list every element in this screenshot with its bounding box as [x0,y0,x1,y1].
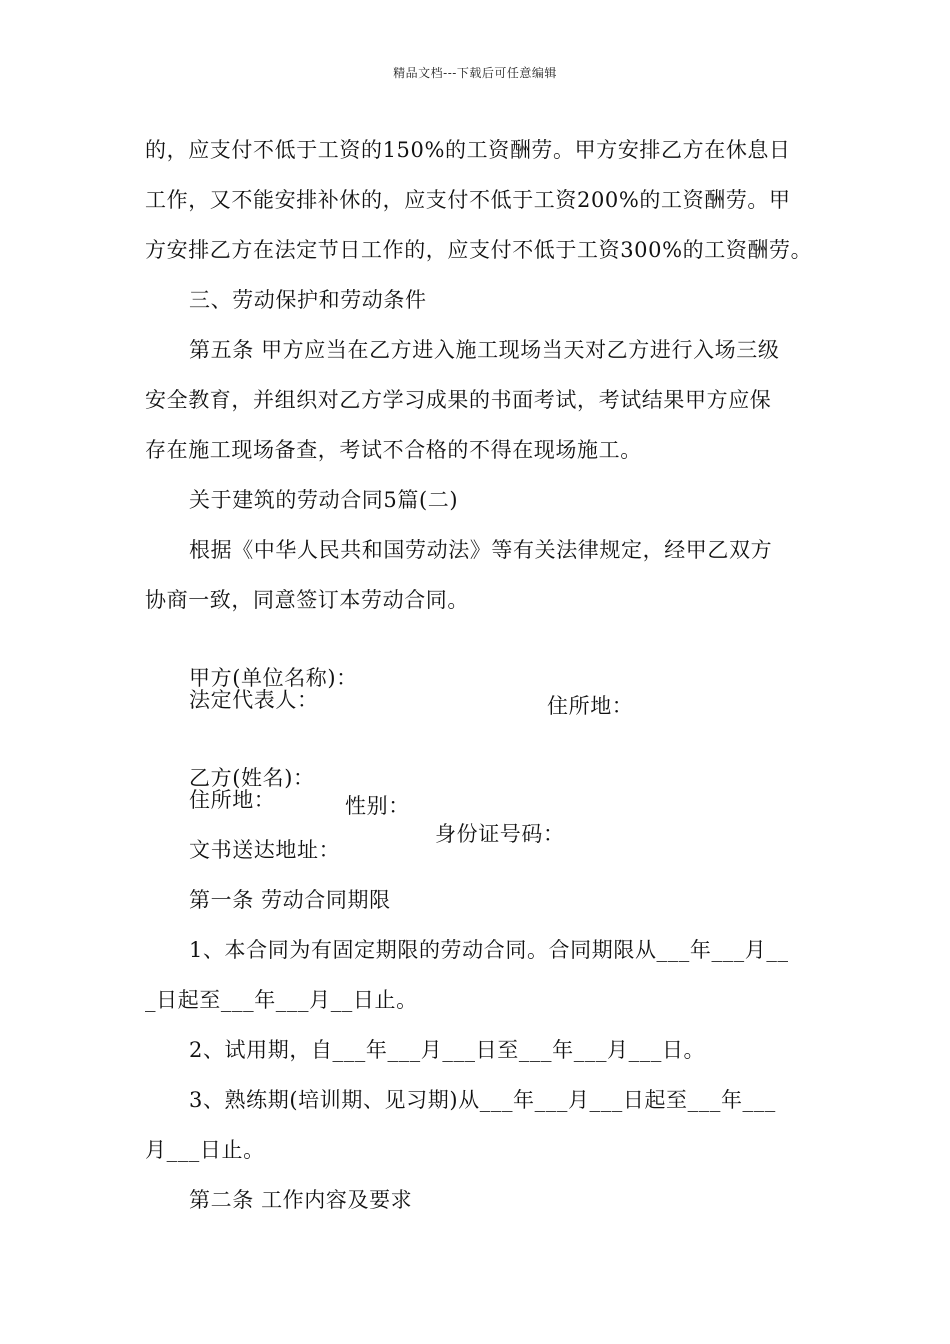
paragraph-line: 根据《中华人民共和国劳动法》等有关法律规定，经甲乙双方 [189,538,773,562]
gender-label: 性别： [345,794,410,818]
paragraph-line: 第五条 甲方应当在乙方进入施工现场当天对乙方进行入场三级 [189,338,780,362]
paragraph-line: 2、试用期，自___年___月___日至___年___月___日。 [189,1038,706,1062]
paragraph-line: 的，应支付不低于工资的150%的工资酬劳。甲方安排乙方在休息日 [145,138,791,162]
paragraph-line: 方安排乙方在法定节日工作的，应支付不低于工资300%的工资酬劳。 [145,238,813,262]
section-heading: 三、劳动保护和劳动条件 [189,288,427,312]
paragraph-line: 3、熟练期(培训期、见习期)从___年___月___日起至___年___ [189,1088,776,1112]
paragraph-line: 协商一致，同意签订本劳动合同。 [145,588,469,612]
article-heading: 第一条 劳动合同期限 [189,888,391,912]
party-b-name-label: 乙方(姓名)： [189,766,315,790]
paragraph-line: 月___日止。 [145,1138,265,1162]
party-a-address-label: 住所地： [547,694,634,718]
paragraph-line: 工作，又不能安排补休的，应支付不低于工资200%的工资酬劳。甲 [145,188,791,212]
party-a-name-label: 甲方(单位名称)： [189,666,358,690]
article-heading: 第二条 工作内容及要求 [189,1188,413,1212]
paragraph-line: 1、本合同为有固定期限的劳动合同。合同期限从___年___月__ [189,938,789,962]
page-header: 精品文档---下载后可任意编辑 [393,66,557,80]
service-address-label: 文书送达地址： [189,838,341,862]
paragraph-line: 存在施工现场备查，考试不合格的不得在现场施工。 [145,438,642,462]
paragraph-line: 安全教育，并组织对乙方学习成果的书面考试，考试结果甲方应保 [145,388,772,412]
paragraph-line: _日起至___年___月__日止。 [145,988,418,1012]
id-number-label: 身份证号码： [435,822,565,846]
document-title: 关于建筑的劳动合同5篇(二) [189,488,459,512]
party-b-address-label: 住所地： [189,788,276,812]
legal-representative-label: 法定代表人： [189,688,319,712]
party-b-row [189,736,809,848]
